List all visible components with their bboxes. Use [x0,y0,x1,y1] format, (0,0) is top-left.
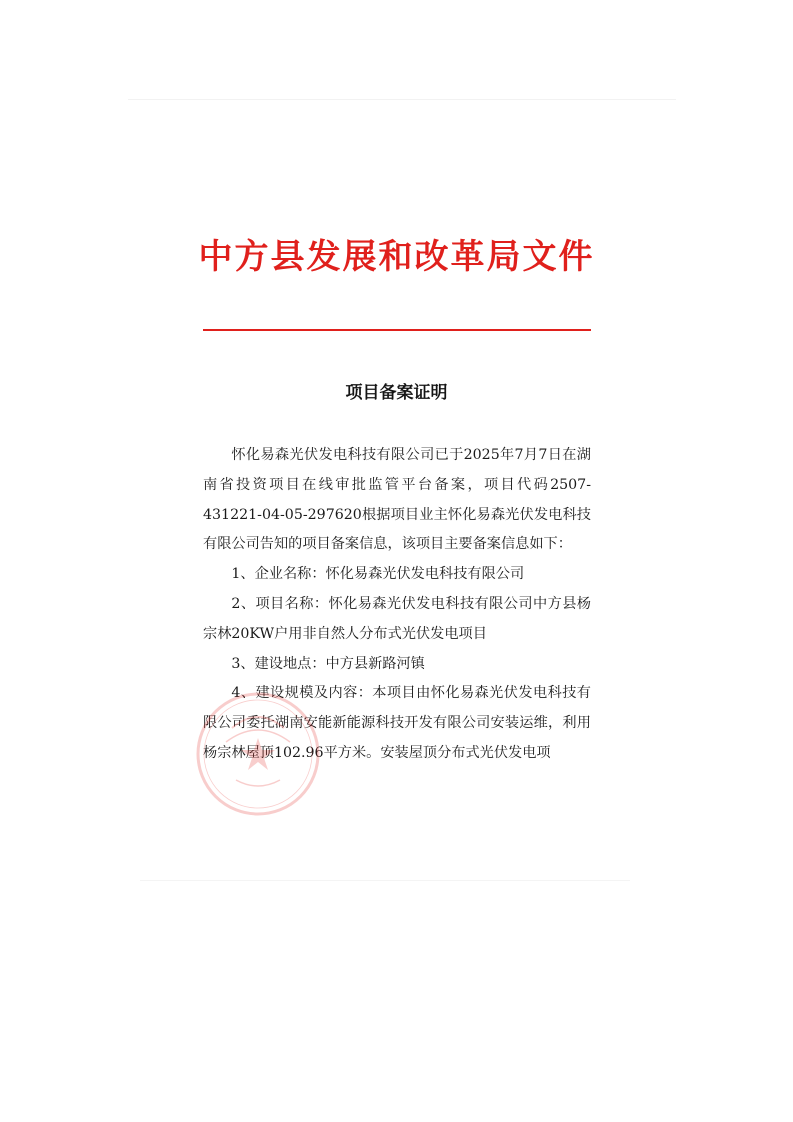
item-project-name: 2、项目名称：怀化易森光伏发电科技有限公司中方县杨宗林20KW户用非自然人分布式光伏发电项目 [203,595,591,642]
item-scale-content: 4、建设规模及内容：本项目由怀化易森光伏发电科技有限公司委托湖南安能新能源科技开发有限公司安装运维，利用杨宗林屋顶102.96平方米。安装屋顶分布式光伏发电项 [203,685,591,761]
issuing-authority-header: 中方县发展和改革局文件 [198,237,595,277]
scan-edge-bottom [140,880,630,881]
document-body [203,441,591,769]
scan-edge-top [128,99,676,100]
header-red-rule [203,329,591,331]
item-company-name: 1、企业名称：怀化易森光伏发电科技有限公司 [231,566,525,583]
item-location: 3、建设地点：中方县新路河镇 [231,655,425,672]
intro-paragraph: 怀化易森光伏发电科技有限公司已于2025年7月7日在湖南省投资项目在线审批监管平台备案，项目代码2507-431221-04-05-297620根据项目业主怀化易森光伏发电科技有限公司告知的项目备案信息，该项目主要备案信息如下： [203,447,591,553]
document-title: 项目备案证明 [345,383,448,403]
